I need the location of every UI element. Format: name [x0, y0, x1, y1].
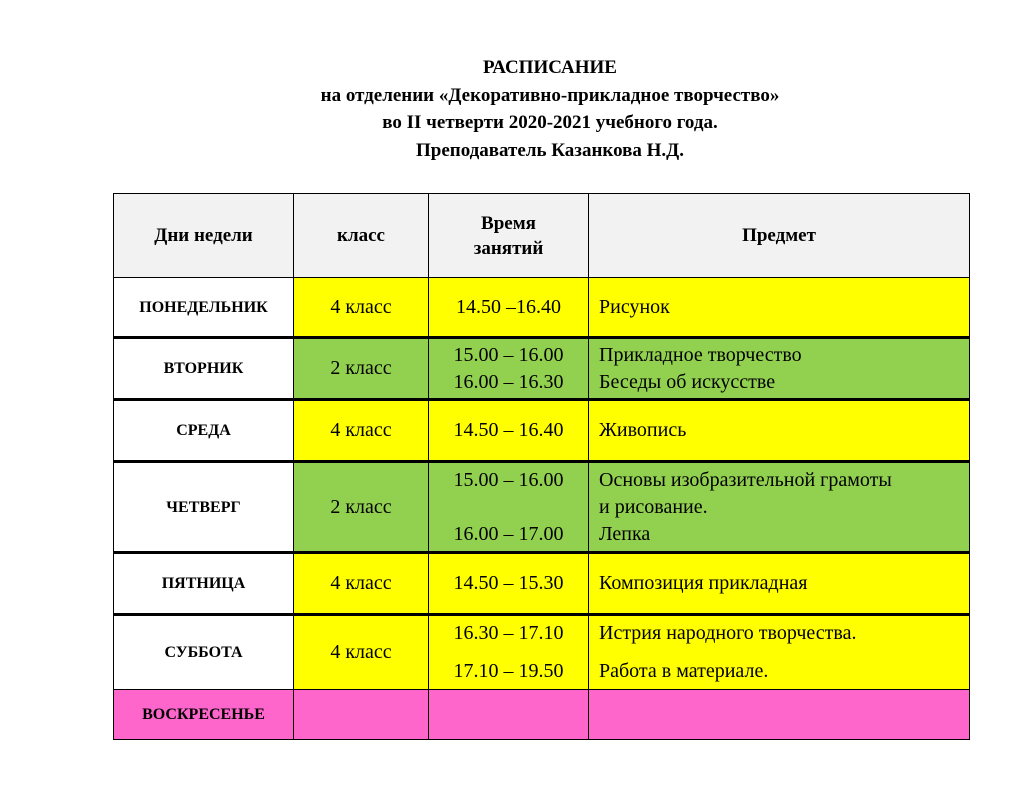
time-cell: 14.50 –16.40 [429, 278, 589, 338]
subject-cell: Рисунок [589, 278, 970, 338]
class-cell: 4 класс [294, 278, 429, 338]
subject-line: Прикладное творчество [599, 343, 802, 366]
day-cell: ПОНЕДЕЛЬНИК [114, 278, 294, 338]
col-header-class: класс [294, 194, 429, 278]
department-line: на отделении «Декоративно-прикладное творчество» [320, 84, 780, 106]
table-row [114, 338, 970, 400]
class-cell [294, 690, 429, 740]
table-row [114, 400, 970, 462]
class-cell: 2 класс [294, 462, 429, 553]
time-line: 15.00 – 16.00 [453, 468, 564, 491]
teacher-line: Преподаватель Казанкова Н.Д. [416, 139, 684, 161]
schedule-title: РАСПИСАНИЕ [483, 57, 617, 78]
class-cell: 4 класс [294, 615, 429, 690]
subject-cell [589, 615, 970, 690]
day-cell: ВОСКРЕСЕНЬЕ [114, 690, 294, 740]
subject-line: Беседы об искусстве [599, 370, 776, 393]
col-header-day: Дни недели [114, 194, 294, 278]
time-line: 17.10 – 19.50 [453, 660, 564, 682]
table-row [114, 462, 970, 553]
time-cell [429, 615, 589, 690]
document-heading [0, 54, 1024, 164]
schedule-table [113, 193, 970, 740]
time-line: 16.00 – 16.30 [453, 370, 564, 393]
day-cell: ВТОРНИК [114, 338, 294, 400]
subject-cell [589, 690, 970, 740]
time-cell [429, 690, 589, 740]
class-cell: 4 класс [294, 553, 429, 615]
subject-cell: Композиция прикладная [589, 553, 970, 615]
class-cell: 4 класс [294, 400, 429, 462]
col-header-time-line1: Время [481, 212, 536, 234]
time-cell [429, 338, 589, 400]
day-cell: СРЕДА [114, 400, 294, 462]
subject-line: и рисование. [599, 495, 708, 518]
table-row [114, 553, 970, 615]
day-cell: СУББОТА [114, 615, 294, 690]
time-line: 16.30 – 17.10 [453, 622, 564, 644]
subject-line: Истрия народного творчества. [599, 622, 857, 644]
subject-cell: Живопись [589, 400, 970, 462]
class-cell: 2 класс [294, 338, 429, 400]
time-line: 15.00 – 16.00 [453, 343, 564, 366]
subject-line: Лепка [599, 522, 651, 545]
time-cell [429, 462, 589, 553]
time-cell: 14.50 – 16.40 [429, 400, 589, 462]
time-line: 16.00 – 17.00 [453, 522, 564, 545]
subject-cell [589, 462, 970, 553]
table-row [114, 615, 970, 690]
table-header-row [114, 194, 970, 278]
subject-cell [589, 338, 970, 400]
time-cell: 14.50 – 15.30 [429, 553, 589, 615]
day-cell: ПЯТНИЦА [114, 553, 294, 615]
table-row [114, 278, 970, 338]
col-header-subject: Предмет [589, 194, 970, 278]
day-cell: ЧЕТВЕРГ [114, 462, 294, 553]
term-line: во II четверти 2020-2021 учебного года. [382, 112, 718, 133]
table-row [114, 690, 970, 740]
subject-line: Работа в материале. [599, 660, 769, 682]
col-header-time-line2: занятий [473, 237, 544, 259]
col-header-time [429, 194, 589, 278]
subject-line: Основы изобразительной грамоты [599, 468, 892, 491]
